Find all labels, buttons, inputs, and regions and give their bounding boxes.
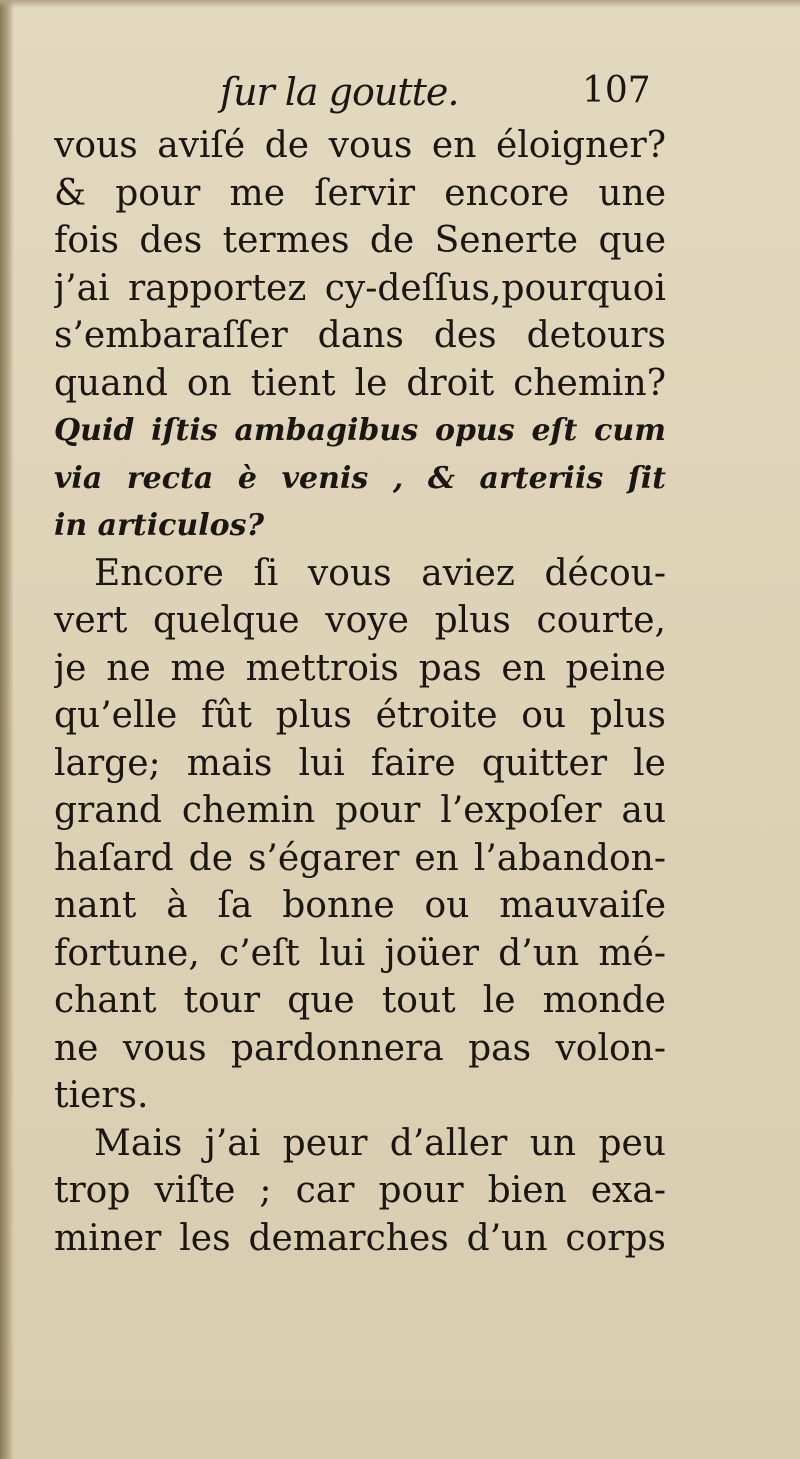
text-line: chant tour que tout le monde [54, 980, 666, 1021]
page-header [0, 70, 800, 120]
running-head: ſur la goutte. [220, 70, 459, 114]
text-line: fois des termes de Senerte que [54, 220, 666, 261]
text-line: & pour me ſervir encore une [54, 172, 666, 214]
text-line: large; mais lui faire quitter le [54, 742, 666, 784]
page-gutter-shadow [0, 0, 14, 1459]
latin-quote-line: Quid iſtis ambagibus opus eſt cum [54, 413, 666, 448]
text-line: trop viſte ; car pour bien exa- [54, 1170, 666, 1211]
text-line: s’embaraſſer dans des detours [54, 315, 666, 356]
text-line: fortune, c’eſt lui joüer d’un mé- [54, 932, 666, 974]
text-line: tiers. [54, 1075, 149, 1116]
text-line: grand chemin pour l’expoſer au [54, 790, 666, 831]
body-text [54, 122, 666, 1262]
text-line: miner les demarches d’un corps [54, 1217, 666, 1259]
text-line: vous aviſé de vous en éloigner? [54, 125, 666, 166]
text-line: nant à ſa bonne ou mauvaiſe [54, 885, 666, 926]
text-line: ne vous pardonnera pas volon- [54, 1027, 666, 1069]
paragraph-first-line: Mais j’ai peur d’aller un peu [94, 1122, 666, 1164]
text-line: haſard de s’égarer en l’abandon- [54, 837, 666, 879]
text-line: j’ai rapportez cy-deſſus,pourquoi [54, 267, 666, 309]
latin-quote-line: in articulos? [54, 508, 265, 543]
text-line: quand on tient le droit chemin? [54, 362, 666, 404]
latin-quote-line: via recta è venis , & arteriis ſit [54, 460, 666, 496]
page-number: 107 [582, 70, 651, 111]
text-line: vert quelque voye plus courte, [54, 600, 666, 641]
page-top-edge [0, 0, 800, 8]
paragraph-first-line: Encore ſi vous aviez décou- [94, 552, 666, 594]
text-line: qu’elle fût plus étroite ou plus [54, 695, 666, 736]
text-line: je ne me mettrois pas en peine [54, 647, 666, 689]
